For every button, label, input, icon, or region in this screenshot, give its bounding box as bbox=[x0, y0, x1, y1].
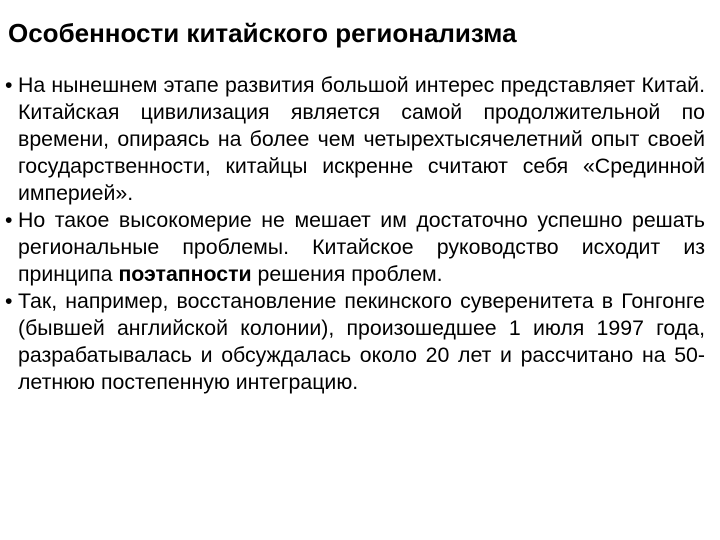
bullet-text: На нынешнем этапе развития большой интерес представляет Китай. Китайская цивилизация является самой продолжительной по времени, опираясь на более чем четырехтысячелетний опыт своей государственности, китайцы искренне считают себя «Срединной империей». bbox=[18, 73, 705, 205]
bullet-marker: • bbox=[5, 208, 13, 232]
slide-title: Особенности китайского регионализма bbox=[8, 18, 517, 48]
bullet-text-after: решения проблем. bbox=[251, 262, 443, 286]
bullet-item-3 bbox=[5, 288, 705, 396]
bullet-marker: • bbox=[5, 73, 13, 97]
bullet-text: Но такое высокомерие не мешает им достаточно успешно решать региональные проблемы. Китайское руководство исходит из принципа bbox=[18, 208, 705, 286]
bullet-emphasis: поэтапности bbox=[118, 262, 252, 286]
bullet-marker: • bbox=[5, 289, 13, 313]
bullet-text: Так, например, восстановление пекинского суверенитета в Гонгонге (бывшей английской колонии), произошедшее 1 июля 1997 года, разрабатывалась и обсуждалась около 20 лет и рассчитано на 50-летнюю постепенную интеграцию. bbox=[18, 289, 705, 394]
bullet-item-2 bbox=[5, 207, 705, 288]
bullet-item-1 bbox=[5, 72, 705, 207]
bullet-list bbox=[5, 72, 705, 396]
